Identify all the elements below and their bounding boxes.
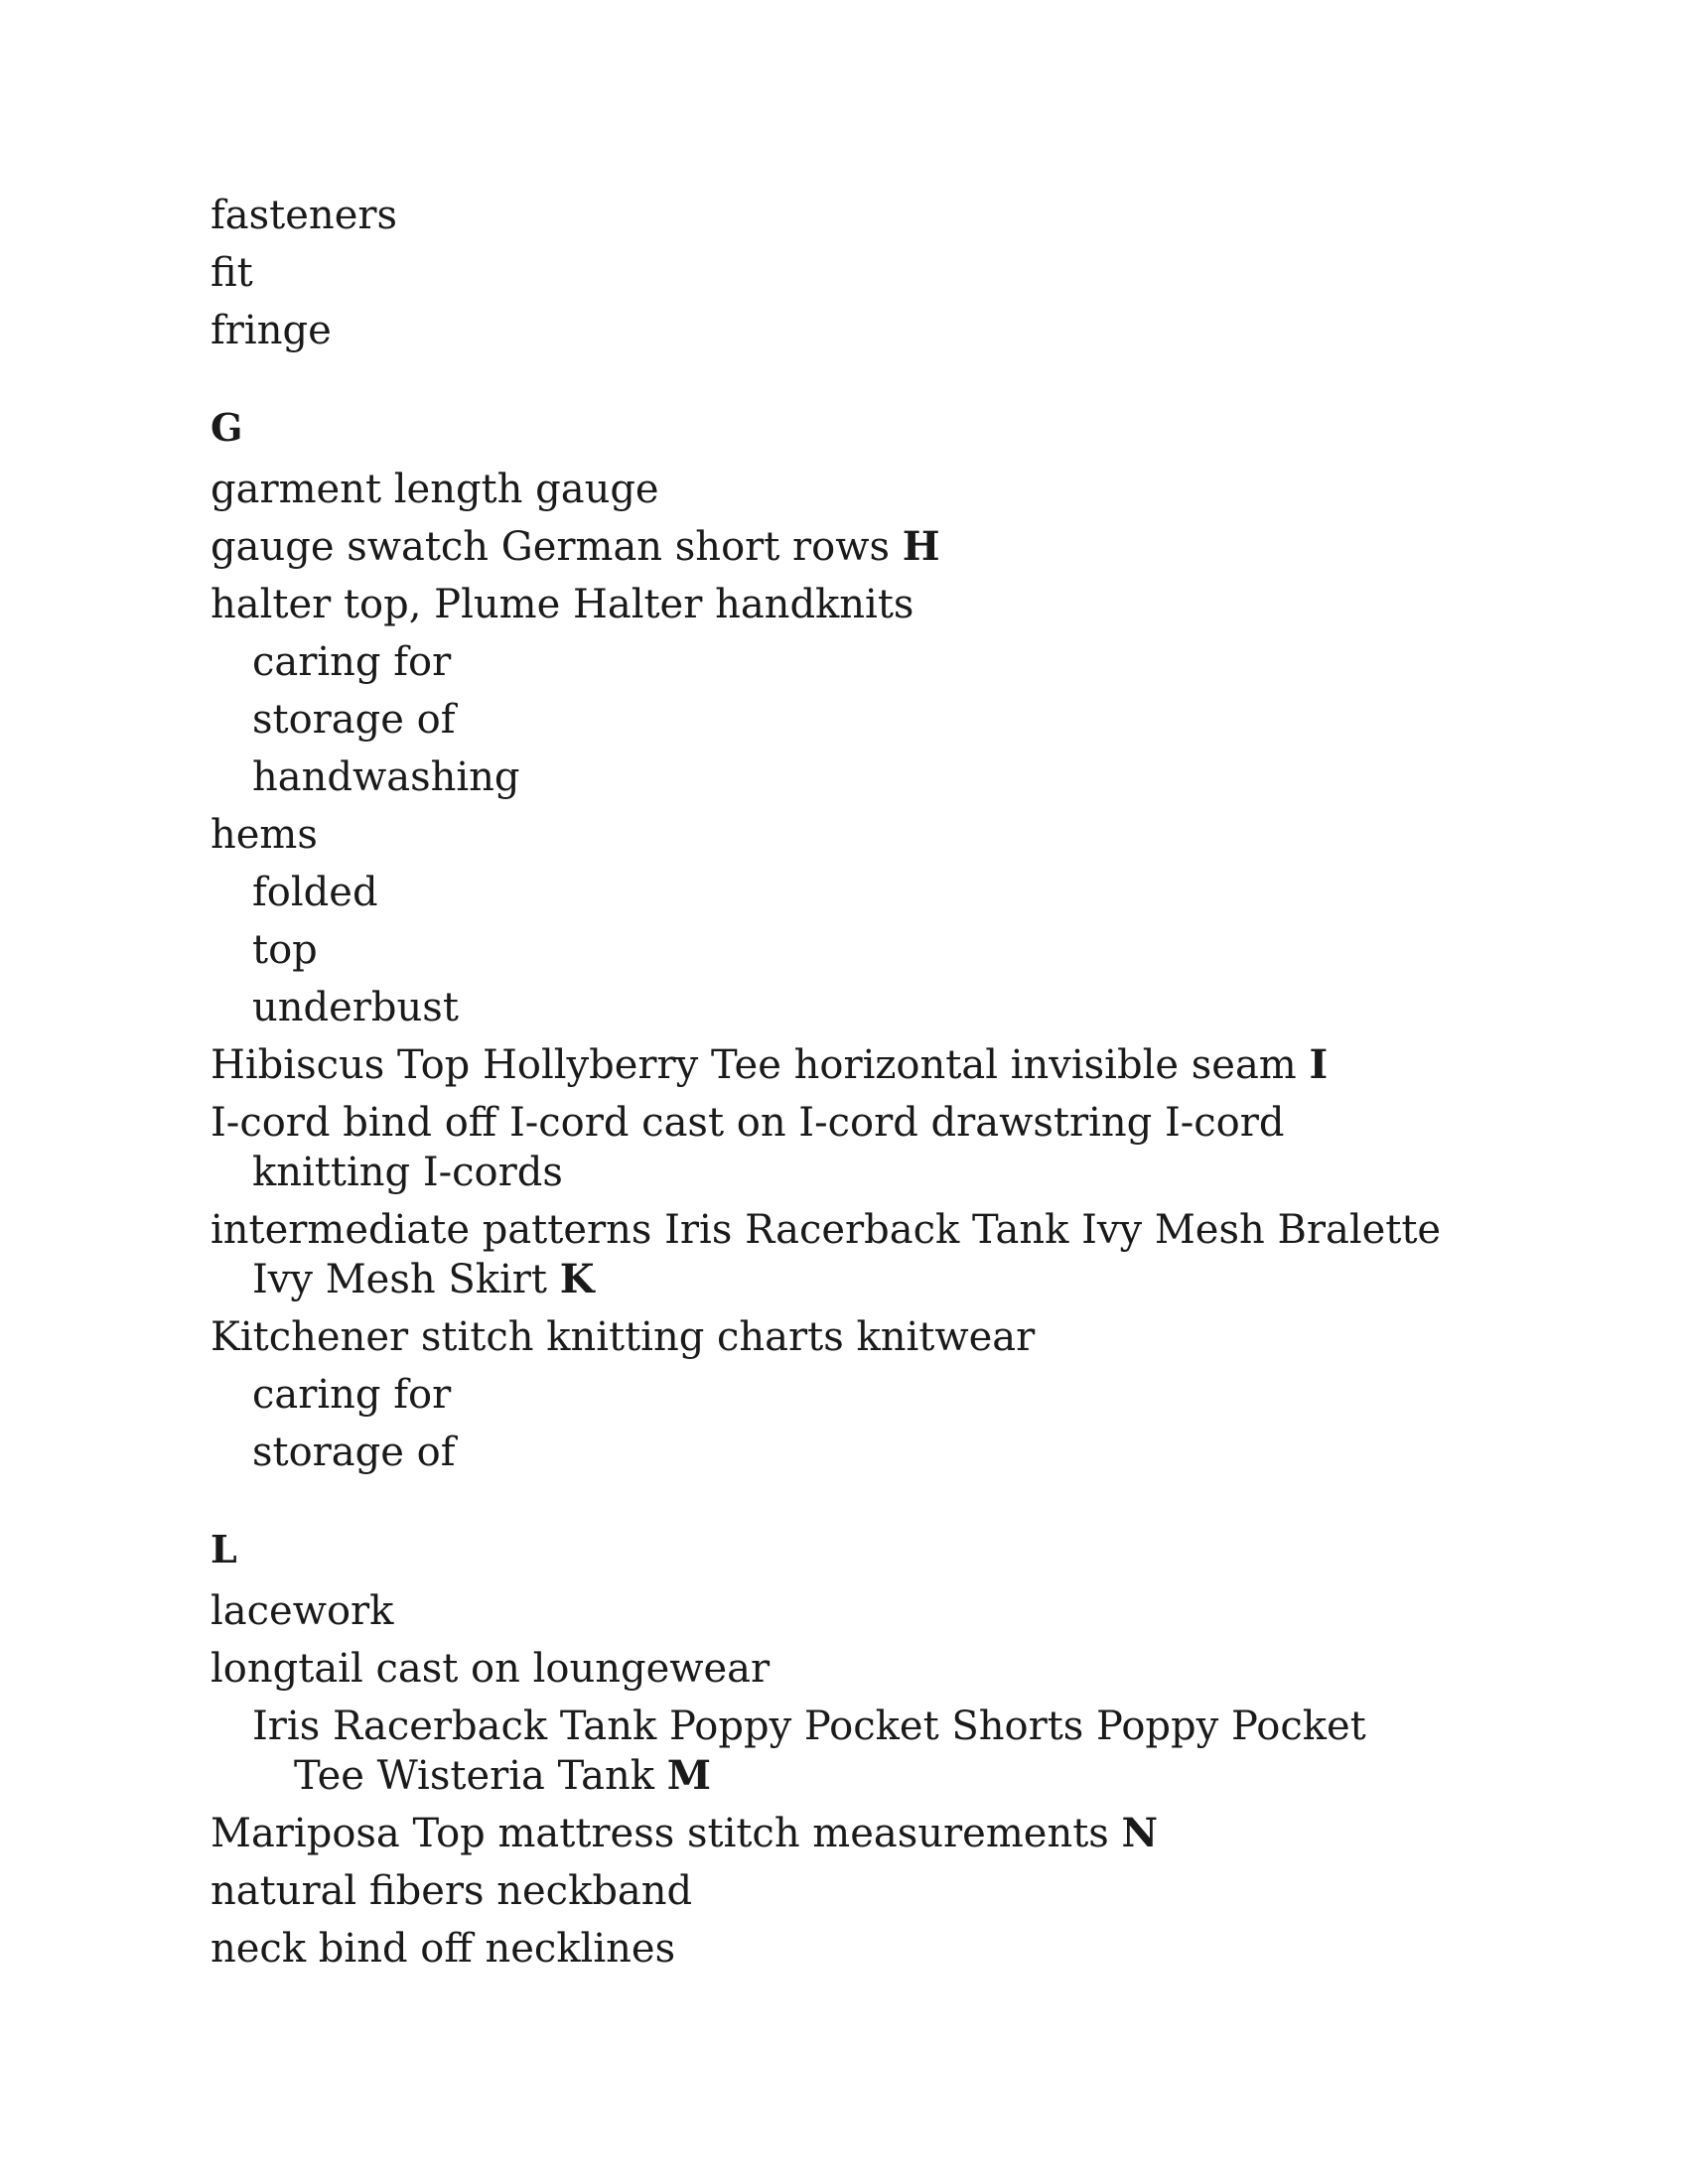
index-entry-mariposa <box>211 1809 1402 1858</box>
index-entry-garment-length: garment length gauge <box>211 467 659 512</box>
index-subentry-caring-for: caring for <box>252 639 452 685</box>
entry-text: intermediate patterns Iris Racerback Tank Ivy Mesh Bralette Ivy Mesh Skirt <box>211 1207 1442 1302</box>
index-entry-natural-fibers: natural fibers neckband <box>211 1868 693 1914</box>
section-letter-i: I <box>1309 1041 1329 1088</box>
index-subentry-handwashing: handwashing <box>252 754 520 800</box>
index-subentry-underbust: underbust <box>252 985 459 1030</box>
index-page <box>211 191 1442 1981</box>
index-subentry-top: top <box>252 927 318 973</box>
entry-text: gauge swatch German short rows <box>211 524 891 570</box>
index-entry-lacework: lacework <box>211 1588 394 1634</box>
section-letter-m: M <box>666 1752 712 1799</box>
section-letter-l: L <box>211 1527 237 1571</box>
index-subentry-loungewear-items <box>211 1702 1436 1801</box>
entry-text: Hibiscus Top Hollyberry Tee horizontal invisible seam <box>211 1042 1297 1088</box>
entry-text: Iris Racerback Tank Poppy Pocket Shorts Poppy Pocket Tee Wisteria Tank <box>252 1704 1366 1799</box>
index-entry-hibiscus <box>211 1040 1402 1090</box>
index-subentry-storage-of: storage of <box>252 1430 456 1475</box>
index-entry-gauge-swatch <box>211 522 1402 572</box>
index-entry-halter-top: halter top, Plume Halter handknits <box>211 582 914 627</box>
index-entry-fasteners: fasteners <box>211 193 398 238</box>
section-letter-n: N <box>1121 1810 1159 1856</box>
section-letter-h: H <box>902 523 940 570</box>
index-entry-intermediate <box>211 1205 1444 1304</box>
index-entry-kitchener: Kitchener stitch knitting charts knitwear <box>211 1314 1036 1360</box>
index-entry-fit: fit <box>211 250 253 296</box>
entry-text: Mariposa Top mattress stitch measurements <box>211 1811 1109 1856</box>
index-subentry-caring-for: caring for <box>252 1372 452 1418</box>
section-letter-k: K <box>559 1256 595 1302</box>
index-subentry-storage-of: storage of <box>252 697 456 743</box>
index-entry-hems: hems <box>211 812 318 858</box>
index-subentry-folded: folded <box>252 870 378 915</box>
section-letter-g: G <box>211 405 243 450</box>
index-entry-icord: I-cord bind off I-cord cast on I-cord drawstring I-cord knitting I-cords <box>211 1100 1285 1195</box>
index-entry-longtail: longtail cast on loungewear <box>211 1646 771 1692</box>
index-entry-neck-bind-off: neck bind off necklines <box>211 1926 676 1972</box>
index-entry-fringe: fringe <box>211 308 332 353</box>
